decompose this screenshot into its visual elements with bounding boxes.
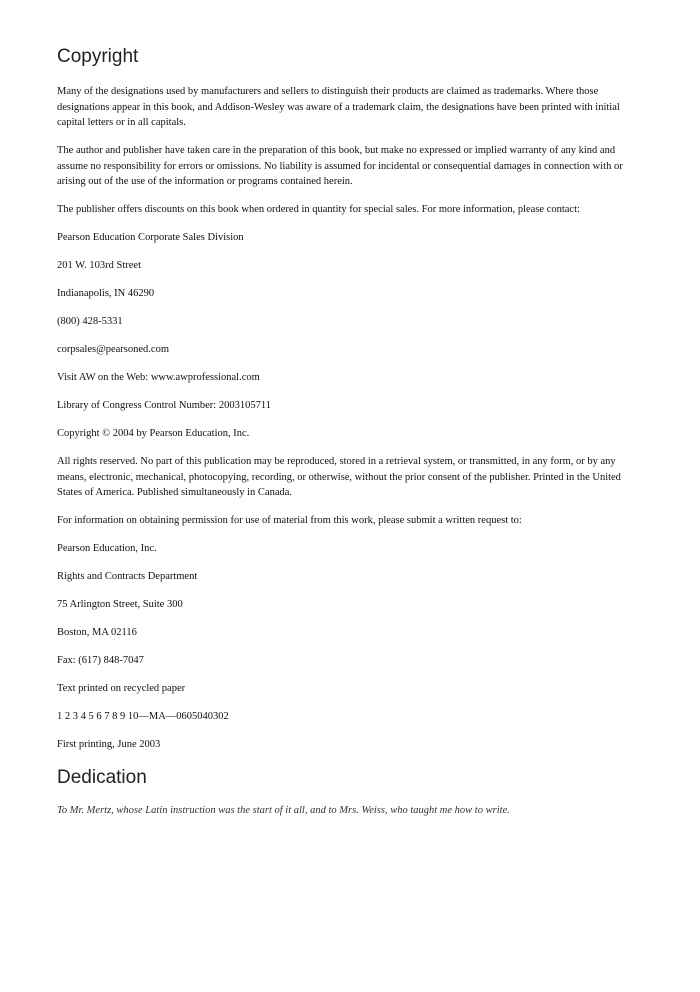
printing-number-line: 1 2 3 4 5 6 7 8 9 10—MA—0605040302 — [57, 711, 229, 722]
recycled-paper-line: Text printed on recycled paper — [57, 683, 186, 694]
phone-line: (800) 428-5331 — [57, 316, 123, 327]
permissions-paragraph: For information on obtaining permission for use of material from this work, please submit a written request to: — [57, 515, 522, 526]
website-line: Visit AW on the Web: www.awprofessional.com — [57, 372, 260, 383]
copyright-notice-line: Copyright © 2004 by Pearson Education, Inc. — [57, 428, 250, 439]
fax-line: Fax: (617) 848-7047 — [57, 655, 144, 666]
sales-division-line: Pearson Education Corporate Sales Division — [57, 232, 244, 243]
dedication-text: To Mr. Mertz, whose Latin instruction was the start of it all, and to Mrs. Weiss, who taught me how to write. — [57, 805, 510, 816]
trademark-paragraph: Many of the designations used by manufacturers and sellers to distinguish their products are claimed as trademarks. Where those designations appear in this book, and Addison-Wesley was aware of a trademark claim, the designations have been printed with initial capital letters or in all capitals. — [57, 86, 620, 128]
copyright-heading: Copyright — [57, 46, 139, 67]
document-page — [57, 44, 643, 831]
first-printing-line: First printing, June 2003 — [57, 739, 161, 750]
department-line: Rights and Contracts Department — [57, 571, 198, 582]
warranty-paragraph: The author and publisher have taken care in the preparation of this book, but make no expressed or implied warranty of any kind and assume no responsibility for errors or omissions. No liability is assumed for incidental or consequential damages in connection with or arising out of the use of the information or programs contained herein. — [57, 145, 623, 187]
city-line: Indianapolis, IN 46290 — [57, 288, 155, 299]
discounts-paragraph: The publisher offers discounts on this book when ordered in quantity for special sales. For more information, please contact: — [57, 204, 580, 215]
rights-paragraph: All rights reserved. No part of this publication may be reproduced, stored in a retrieval system, or transmitted, in any form, or by any means, electronic, mechanical, photocopying, recording, or otherwise, without the prior consent of the publisher. Printed in the United States of America. Published simultaneously in Canada. — [57, 456, 621, 498]
loc-number-line: Library of Congress Control Number: 2003105711 — [57, 400, 271, 411]
dedication-heading: Dedication — [57, 767, 147, 788]
publisher-city-line: Boston, MA 02116 — [57, 627, 137, 638]
publisher-street-line: 75 Arlington Street, Suite 300 — [57, 599, 183, 610]
street-line: 201 W. 103rd Street — [57, 260, 141, 271]
publisher-line: Pearson Education, Inc. — [57, 543, 157, 554]
email-line: corpsales@pearsoned.com — [57, 344, 170, 355]
